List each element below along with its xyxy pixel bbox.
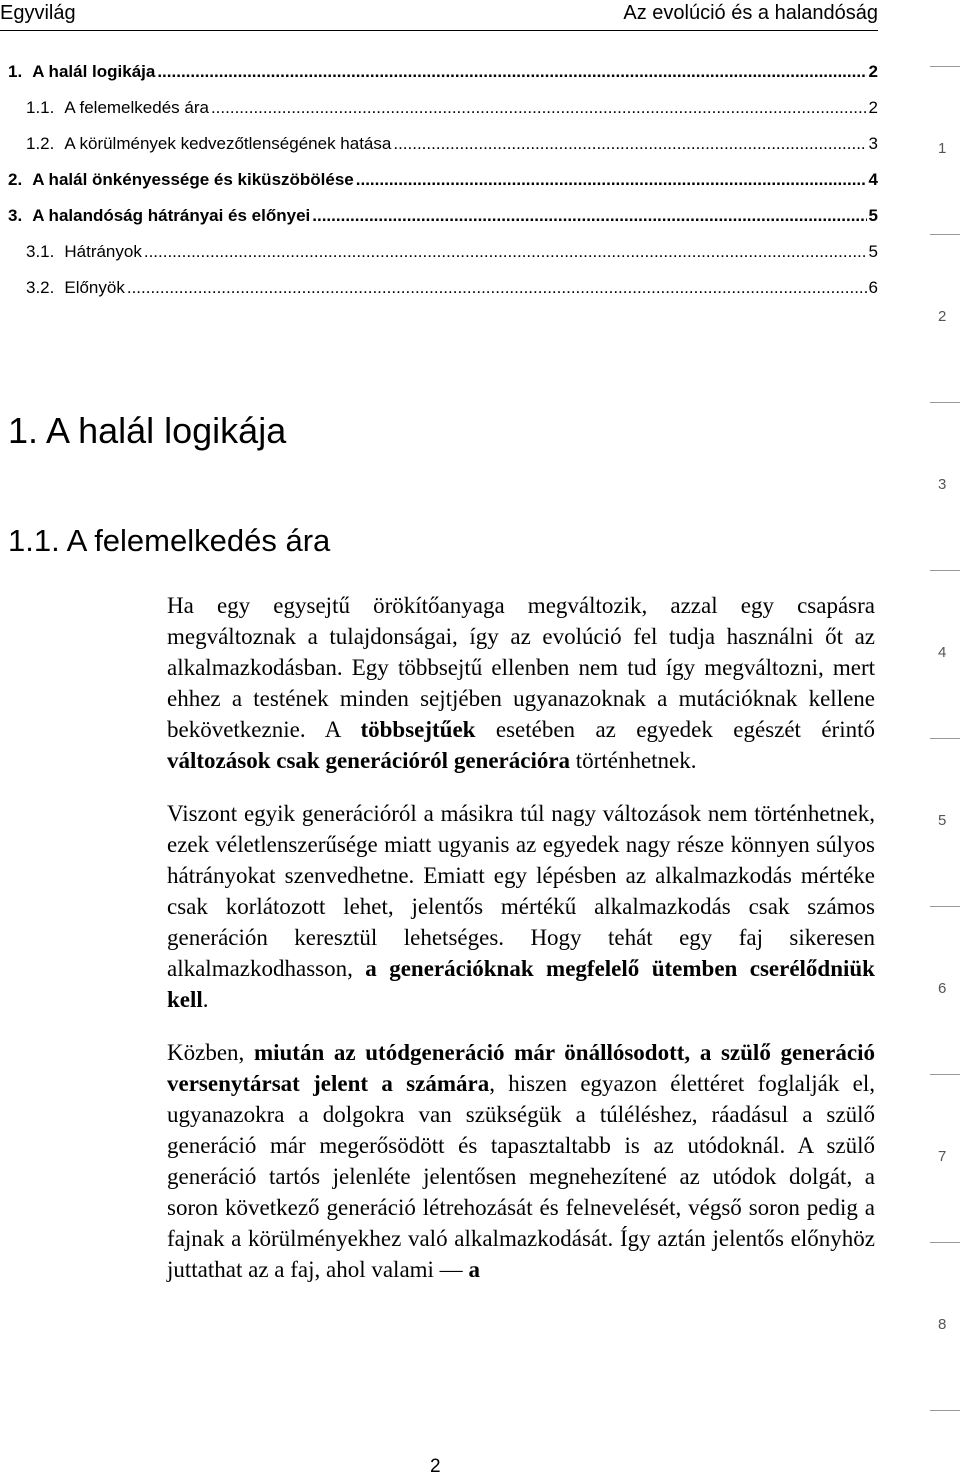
margin-rule xyxy=(930,1410,960,1411)
text-run: esetében az egyedek egészét érintő xyxy=(475,717,875,742)
margin-rule xyxy=(930,1074,960,1075)
toc-number: 3.2. xyxy=(26,278,55,297)
toc-title: Előnyök xyxy=(64,278,125,297)
margin-number: 8 xyxy=(938,1316,947,1333)
bold-run: többsejtűek xyxy=(360,717,476,742)
toc-leader xyxy=(144,242,867,262)
margin-rule xyxy=(930,738,960,739)
toc-leader xyxy=(312,206,866,226)
toc-title: A halál önkényessége és kiküszöbölése xyxy=(32,170,354,189)
toc-page: 4 xyxy=(868,170,878,189)
heading-1: 1. A halál logikája xyxy=(8,410,287,451)
text-run: , hiszen egyazon élettéret foglalják el, ugyanazokra a dolgokra van szükségük a túléléshez, ráadásul a szülő generáció már megerősödött és tapasztaltabb is az utódoknál. A szülő generáció tartós jelenléte jelentősen megnehezítené az utódok dolgát, a soron következő generáció létrehozását és felnevelését, végső soron pedig a fajnak a körülményekhez való alkalmazkodását. Így aztán jelentős előnyhöz juttathat az a faj, ahol valami — xyxy=(167,1071,875,1282)
toc-number: 3.1. xyxy=(26,242,55,261)
margin-rule xyxy=(930,402,960,403)
toc-title: Hátrányok xyxy=(64,242,142,261)
toc-page: 5 xyxy=(868,206,878,225)
header-right-title: Az evolúció és a halandóság xyxy=(623,2,878,24)
bold-run: változások csak generációról generációra xyxy=(167,748,571,773)
header-left-title: Egyvilág xyxy=(0,2,76,24)
toc-page: 5 xyxy=(868,242,878,261)
body-text xyxy=(167,590,875,1307)
paragraph xyxy=(167,590,875,776)
text-run: Ha egy egysejtű örökítőanyaga megváltozik, azzal egy csapásra megváltoznak a tulajdonságai, így az evolúció fel tudja használni őt az alkalmazkodásban. Egy többsejtű ellenben nem tud így megváltozni, mert ehhez a testének minden sejtjében ugyanazoknak a mutációknak kellene bekövetkeznie. A xyxy=(167,593,875,742)
margin-rule xyxy=(930,906,960,907)
margin-number: 4 xyxy=(938,644,947,661)
toc-number: 1. xyxy=(8,62,23,81)
margin-number: 7 xyxy=(938,1148,947,1165)
toc-number: 1.2. xyxy=(26,134,55,153)
bold-run: miután az utódgeneráció már önállósodott, a szülő generáció versenytársat jelent a számára xyxy=(167,1040,875,1096)
margin-rule xyxy=(930,234,960,235)
toc-entry[interactable] xyxy=(0,134,878,170)
toc-entry[interactable] xyxy=(0,278,878,314)
toc-entry[interactable] xyxy=(0,62,878,98)
table-of-contents xyxy=(0,62,878,314)
margin-number: 2 xyxy=(938,308,947,325)
page-number: 2 xyxy=(430,1456,441,1477)
heading-2: 1.1. A felemelkedés ára xyxy=(8,523,331,558)
toc-entry[interactable] xyxy=(0,206,878,242)
text-run: . xyxy=(202,987,209,1012)
toc-number: 1.1. xyxy=(26,98,55,117)
margin-rule xyxy=(930,1242,960,1243)
margin-number: 1 xyxy=(938,140,947,157)
text-run: Viszont egyik generációról a másikra túl nagy változások nem történhetnek, ezek véletlenszerűsége miatt ugyanis az egyedek nagy része könnyen súlyos hátrányokat szenvedhetne. Emiatt egy lépésben az alkalmazkodás mértéke csak korlátozott lehet, jelentős mértékű alkalmazkodás csak számos generáción keresztül lehetséges. Hogy tehát egy faj sikeresen alkalmazkodhasson, xyxy=(167,801,875,981)
text-run: történhetnek. xyxy=(570,748,697,773)
margin-number: 5 xyxy=(938,812,947,829)
toc-entry[interactable] xyxy=(0,98,878,134)
toc-title: A felemelkedés ára xyxy=(64,98,209,117)
margin-number: 3 xyxy=(938,476,947,493)
toc-number: 3. xyxy=(8,206,23,225)
paragraph xyxy=(167,798,875,1015)
paragraph xyxy=(167,1037,875,1285)
bold-run: a generációknak megfelelő ütemben cserélődniük kell xyxy=(167,956,875,1012)
bold-run: a xyxy=(468,1257,480,1282)
margin-number: 6 xyxy=(938,980,947,997)
page-header xyxy=(0,0,878,31)
toc-title: A halál logikája xyxy=(32,62,156,81)
toc-page: 6 xyxy=(868,278,878,297)
toc-leader xyxy=(393,134,866,154)
toc-leader xyxy=(157,62,866,82)
margin-rule xyxy=(930,570,960,571)
toc-entry[interactable] xyxy=(0,242,878,278)
toc-entry[interactable] xyxy=(0,170,878,206)
toc-title: A halandóság hátrányai és előnyei xyxy=(32,206,311,225)
toc-title: A körülmények kedvezőtlenségének hatása xyxy=(64,134,392,153)
margin-rule xyxy=(930,66,960,67)
toc-leader xyxy=(127,278,867,298)
toc-leader xyxy=(356,170,867,190)
toc-number: 2. xyxy=(8,170,23,189)
toc-page: 2 xyxy=(868,98,878,117)
toc-leader xyxy=(211,98,867,118)
toc-page: 3 xyxy=(868,134,878,153)
text-run: Közben, xyxy=(167,1040,254,1065)
toc-page: 2 xyxy=(868,62,878,81)
